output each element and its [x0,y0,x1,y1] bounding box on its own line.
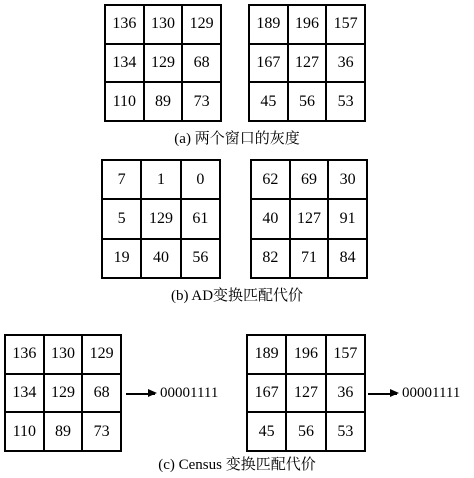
grid-cell: 73 [82,412,121,451]
grid-cell: 0 [181,160,220,199]
grid-cell: 61 [181,199,220,238]
grid-cell: 129 [141,199,180,238]
grid-cell: 110 [5,412,44,451]
census-code-left: 00001111 [160,385,219,401]
grid-cell: 68 [182,44,221,83]
arrow-right-icon [368,393,397,395]
grid-cell: 45 [247,412,286,451]
grid-cell: 89 [44,412,83,451]
grid-cell: 196 [286,335,325,374]
grid-cell: 189 [249,5,288,44]
grid-a-right-window [248,4,366,122]
grid-cell: 136 [105,5,144,44]
grid-cell: 82 [251,239,290,278]
grid-cell: 129 [44,374,83,413]
grid-cell: 110 [105,82,144,121]
grid-cell: 73 [182,82,221,121]
grid-c-right-window [246,334,366,452]
grid-cell: 36 [326,374,365,413]
grid-cell: 69 [290,160,329,199]
arrow-right-icon [126,393,155,395]
census-code-right: 00001111 [402,385,461,401]
grid-cell: 129 [182,5,221,44]
grid-cell: 1 [141,160,180,199]
grid-cell: 127 [290,199,329,238]
grid-b-left-ad-cost [101,159,221,279]
grid-cell: 62 [251,160,290,199]
grid-cell: 189 [247,335,286,374]
grid-cell: 167 [247,374,286,413]
caption-b: (b) AD变换匹配代价 [170,288,304,304]
grid-cell: 40 [251,199,290,238]
grid-b-right-ad-cost [250,159,368,279]
caption-a: (a) 两个窗口的灰度 [174,131,300,147]
grid-cell: 91 [328,199,367,238]
grid-cell: 45 [249,82,288,121]
caption-c: (c) Census 变换匹配代价 [158,457,316,473]
grid-cell: 129 [82,335,121,374]
grid-cell: 136 [5,335,44,374]
grid-cell: 56 [288,82,327,121]
grid-cell: 36 [326,44,365,83]
grid-cell: 157 [326,5,365,44]
grid-cell: 56 [181,239,220,278]
grid-cell: 40 [141,239,180,278]
grid-cell: 127 [288,44,327,83]
grid-cell: 130 [144,5,183,44]
grid-cell: 129 [144,44,183,83]
grid-cell: 30 [328,160,367,199]
grid-cell: 127 [286,374,325,413]
grid-cell: 196 [288,5,327,44]
grid-cell: 53 [326,412,365,451]
grid-c-left-window [4,334,122,452]
grid-cell: 5 [102,199,141,238]
grid-cell: 134 [5,374,44,413]
grid-cell: 7 [102,160,141,199]
grid-cell: 157 [326,335,365,374]
grid-cell: 56 [286,412,325,451]
grid-cell: 167 [249,44,288,83]
grid-cell: 134 [105,44,144,83]
grid-cell: 68 [82,374,121,413]
grid-a-left-window [104,4,222,122]
grid-cell: 71 [290,239,329,278]
grid-cell: 89 [144,82,183,121]
grid-cell: 19 [102,239,141,278]
grid-cell: 53 [326,82,365,121]
grid-cell: 84 [328,239,367,278]
grid-cell: 130 [44,335,83,374]
